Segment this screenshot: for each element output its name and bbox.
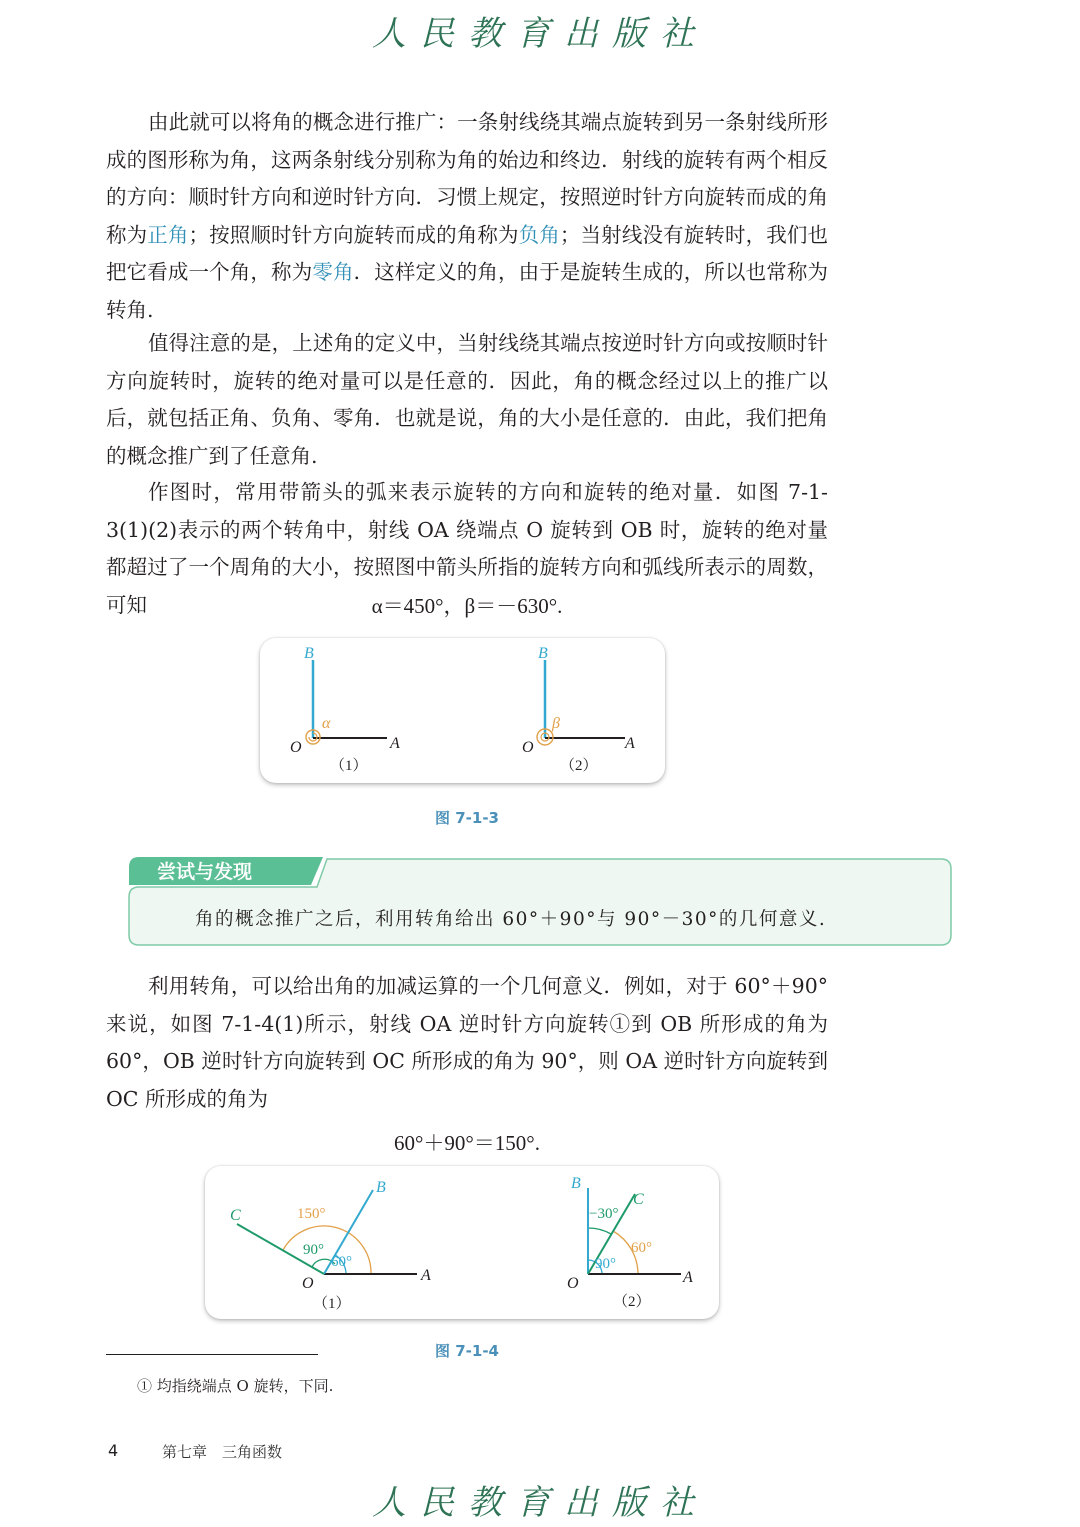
try-and-discover-box xyxy=(127,857,953,945)
figure-7-1-3-card xyxy=(260,638,665,783)
label-A-2: A xyxy=(625,735,635,752)
figure-7-1-3-svg xyxy=(260,638,665,783)
arc-minus30-2 xyxy=(588,1228,611,1234)
label-C-4-2: C xyxy=(633,1191,644,1208)
footnote: ① 均指绕端点 O 旋转，下同. xyxy=(137,1377,334,1395)
label-B-4-1: B xyxy=(376,1179,386,1196)
page-number: 4 xyxy=(108,1441,119,1460)
label-A-4-1: A xyxy=(421,1267,431,1284)
label-A-4-2: A xyxy=(683,1269,693,1286)
paragraph-arc-notation: 作图时，常用带箭头的弧来表示旋转的方向和旋转的绝对量．如图 7-1-3(1)(2)表示的两个转角中，射线 OA 绕端点 O 旋转到 OB 时，旋转的绝对量都超过了一个周角的大小，按照图中箭头所指的旋转方向和弧线所表示的周数，可知 xyxy=(106,480,828,617)
label-B-4-2: B xyxy=(571,1175,581,1192)
sublabel-4-2: （2） xyxy=(613,1294,651,1310)
chapter-title: 第七章 三角函数 xyxy=(162,1443,283,1461)
label-alpha: α xyxy=(322,715,331,732)
sublabel-1: （1） xyxy=(330,758,368,774)
label-minus30deg: −30° xyxy=(589,1206,619,1222)
try-box-text: 角的概念推广之后，利用转角给出 60°＋90°与 90°－30°的几何意义. xyxy=(195,909,827,930)
label-O-4-2: O xyxy=(567,1275,579,1292)
keyword-positive-angle: 正角 xyxy=(147,222,189,247)
label-O-4-1: O xyxy=(302,1275,314,1292)
label-beta: β xyxy=(552,715,560,732)
sublabel-4-1: （1） xyxy=(313,1296,351,1312)
keyword-negative-angle: 负角 xyxy=(518,222,560,247)
label-60deg-2: 60° xyxy=(631,1240,652,1256)
footnote-divider xyxy=(106,1354,318,1355)
para-text: ；当射线没有旋转时，我们也把它看成一个角，称为 xyxy=(106,222,829,284)
equation-alpha-beta: α＝450°，β＝－630°. xyxy=(371,594,563,618)
label-150deg: 150° xyxy=(297,1206,326,1222)
equation-sum: 60°＋90°＝150°. xyxy=(394,1131,540,1155)
paragraph-arbitrary-angle: 值得注意的是，上述角的定义中，当射线绕其端点按逆时针方向或按顺时针方向旋转时，旋转的绝对量可以是任意的．因此，角的概念经过以上的推广以后，就包括正角、负角、零角．也就是说，角的大小是任意的．由此，我们把角的概念推广到了任意角. xyxy=(106,331,828,468)
label-90deg-1: 90° xyxy=(303,1242,324,1258)
label-O-1: O xyxy=(290,739,302,756)
label-90deg-2: 90° xyxy=(595,1256,616,1272)
try-box-title: 尝试与发现 xyxy=(157,861,253,883)
label-B-1: B xyxy=(304,645,314,662)
figure-7-1-4-svg xyxy=(205,1166,719,1319)
paragraph-angle-addition: 利用转角，可以给出角的加减运算的一个几何意义．例如，对于 60°＋90°来说，如图 7-1-4(1)所示，射线 OA 逆时针方向旋转①到 OB 所形成的角为 60°，OB 逆时针方向旋转到 OC 所形成的角为 90°，则 OA 逆时针方向旋转到 OC 所形成的角为 xyxy=(106,974,828,1111)
label-60deg-1: 60° xyxy=(331,1254,352,1270)
para-text: 由此就可以将角的概念进行推广：一条射线绕其端点旋转到另一条射线所形成的图形称为角，这两条射线分别称为角的始边和终边．射线的旋转有两个相反的方向：顺时针方向和逆时针方向．习惯上规定，按照逆时针方向旋转而成的角称为 xyxy=(106,110,828,247)
label-B-2: B xyxy=(538,645,548,662)
publisher-logo-top: 人民教育出版社 xyxy=(372,14,708,54)
label-O-2: O xyxy=(522,739,534,756)
figure-7-1-4-card xyxy=(205,1166,719,1319)
figure-7-1-4-caption: 图 7-1-4 xyxy=(435,1342,499,1360)
figure-7-1-3-caption: 图 7-1-3 xyxy=(435,809,499,827)
keyword-zero-angle: 零角 xyxy=(312,260,354,284)
para-text: ；按照顺时针方向旋转而成的角称为 xyxy=(188,222,519,247)
label-A-1: A xyxy=(390,735,400,752)
arc-150-1 xyxy=(283,1226,371,1274)
para-text: ．这样定义的角，由于是旋转生成的，所以也常称为转角. xyxy=(106,260,829,322)
paragraph-angle-generalization xyxy=(106,104,828,329)
label-C-4-1: C xyxy=(230,1207,241,1224)
sublabel-2: （2） xyxy=(560,758,598,774)
publisher-logo-bottom: 人民教育出版社 xyxy=(372,1483,708,1523)
